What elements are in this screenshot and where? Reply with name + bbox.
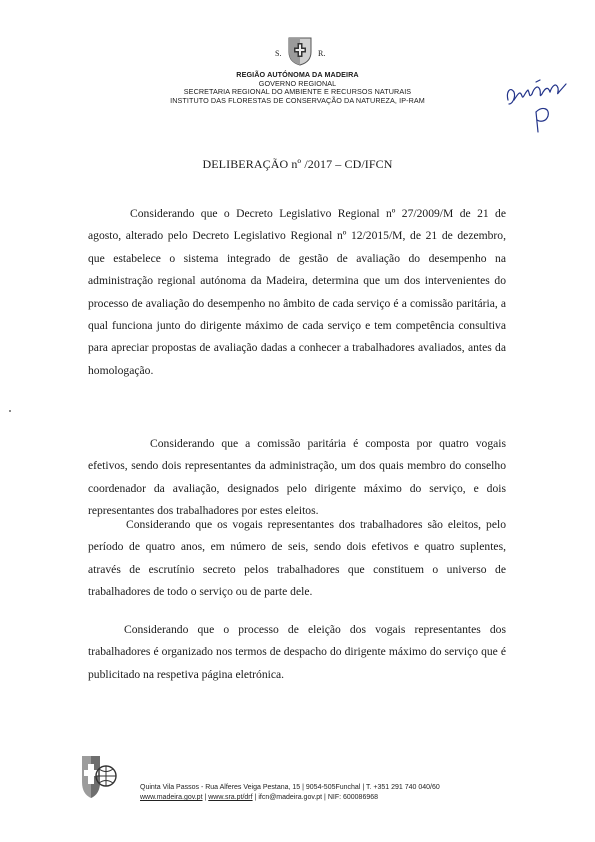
header-sr-right: R. [318,49,326,58]
footer-website-sra-link[interactable]: www.sra.pt/drf [208,794,253,801]
scan-speck [9,410,11,412]
deliberation-title: DELIBERAÇÃO nº /2017 – CD/IFCN [202,157,393,171]
header-government: GOVERNO REGIONAL [258,78,337,88]
footer-website-madeira-link[interactable]: www.madeira.gov.pt [140,794,203,801]
ifcn-logo-icon [78,752,120,800]
header-region: REGIÃO AUTÓNOMA DA MADEIRA [236,70,359,79]
paragraph-2-text: Considerando que a comissão paritária é composta por quatro vogais efetivos, sendo dois representantes da administração, um dos quais membro do conselho coordenador da avaliação, designados pelo dirigente máximo do serviço, e dois representantes dos trabalhadores por estes eleitos. [88,437,506,518]
footer-contacts [140,793,378,803]
paragraph-4 [88,619,506,686]
paragraph-3 [88,514,506,604]
paragraph-1-text: Considerando que o Decreto Legislativo Regional nº 27/2009/M de 21 de agosto, alterado pelo Decreto Legislativo Regional nº 12/2015/M, de 21 de dezembro, que estabelece o sistema integrado de gestão de avaliação do desempenho na administração regional autónoma da Madeira, determina que um dos intervenientes do processo de avaliação do desempenho no âmbito de cada serviço é a comissão paritária, a qual funciona junto do dirigente máximo de cada serviço e tem competência consultiva para apreciar propostas de avaliação dadas a conhecer a trabalhadores avaliados, antes da homologação. [88,207,506,377]
paragraph-4-text: Considerando que o processo de eleição dos vogais representantes dos trabalhadores é organizado nos termos de despacho do dirigente máximo do serviço que é publicitado na respetiva página eletrónica. [88,623,506,681]
paragraph-1 [88,203,506,382]
footer-email-link[interactable]: ifcn@madeira.gov.pt [258,794,323,801]
coat-of-arms-icon [287,36,313,66]
header-secretariat: SECRETARIA REGIONAL DO AMBIENTE E RECURSOS NATURAIS [183,87,412,96]
footer-address: Quinta Vila Passos - Rua Alferes Veiga Pestana, 15 | 9054-505Funchal | T. +351 291 740 040/60 [140,784,440,791]
paragraph-2 [88,433,506,523]
handwritten-signature [496,70,576,140]
footer-nif: | NIF: 600086968 [322,794,379,801]
footer-separator: | [202,794,209,801]
header-institute: INSTITUTO DAS FLORESTAS DE CONSERVAÇÃO DA NATUREZA, IP-RAM [170,95,425,105]
header-sr-left: S. [275,49,282,58]
paragraph-3-text: Considerando que os vogais representantes dos trabalhadores são eleitos, pelo período de quatro anos, em número de seis, sendo dois efetivos e quatro suplentes, através de escrutínio secreto pelos trabalhadores que constituem o universo de trabalhadores de todo o serviço ou de parte dele. [88,518,506,599]
footer-separator: | [252,794,259,801]
